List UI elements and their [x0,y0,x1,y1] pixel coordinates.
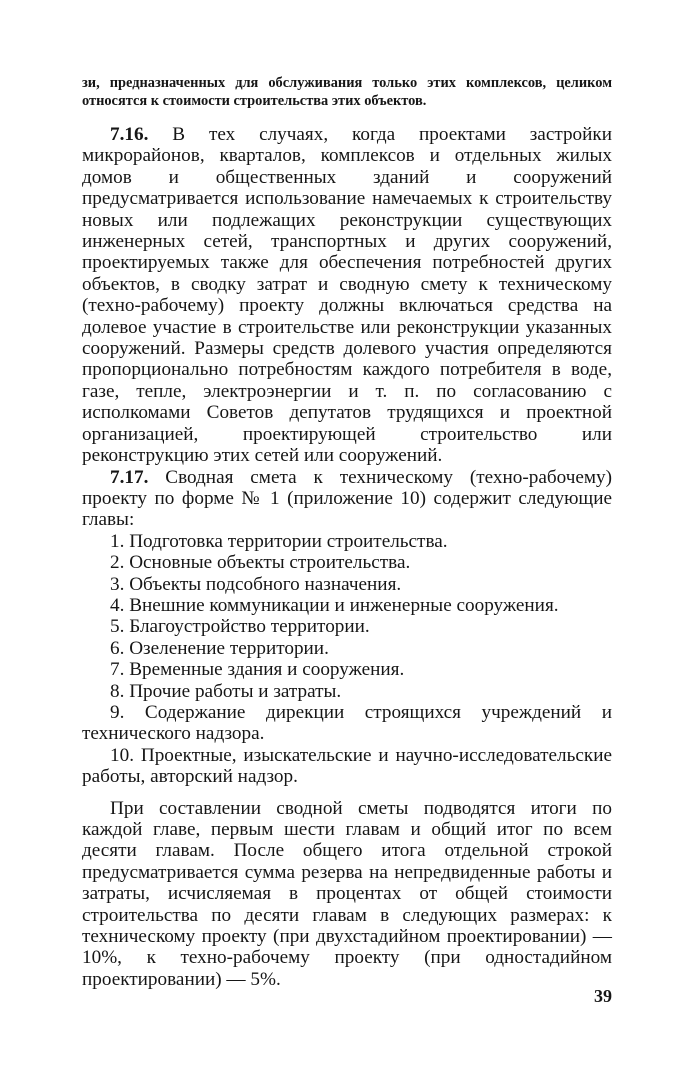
summary-paragraph: При составлении сводной сметы подводятся итоги по каждой главе, первым шести главам и общий итог по всем десяти главам. После общего итога отдельной строкой предусматривается сумма резерва на непредвиденные работы и затраты, исчисляемая в процентах от общей стоимости строительства по десяти главам в следующих размерах: к техническому проекту (при двухстадийном проектировании) — 10%, к техно-рабочему проекту (при одностадийном проектировании) — 5%. [82,797,612,990]
section-7-17 [82,467,612,531]
section-text: Сводная смета к техническому (техно-рабочему) проекту по форме № 1 (приложение 10) содержит следующие главы: [82,466,612,531]
chapter-item: 10. Проектные, изыскательские и научно-исследовательские работы, авторский надзор. [82,744,612,788]
chapter-item: 5. Благоустройство территории. [110,616,370,638]
chapter-item: 1. Подготовка территории строительства. [110,530,448,552]
section-number: 7.17. [110,466,149,488]
chapter-item: 9. Содержание дирекции строящихся учреждений и технического надзора. [82,701,612,745]
section-number: 7.16. [110,124,149,145]
chapter-item: 6. Озеленение территории. [110,637,329,659]
chapter-item: 4. Внешние коммуникации и инженерные сооружения. [110,594,559,616]
chapter-item: 7. Временные здания и сооружения. [110,659,405,681]
intro-paragraph: зи, предназначенных для обслуживания только этих комплексов, целиком относятся к стоимости строительства этих объектов. [82,75,612,109]
chapter-item: 8. Прочие работы и затраты. [110,680,342,702]
main-text [82,124,612,990]
chapter-item: 3. Объекты подсобного назначения. [110,573,402,595]
page-number: 39 [594,986,612,1006]
section-text: В тех случаях, когда проектами застройки микрорайонов, кварталов, комплексов и отдельных жилых домов и общественных зданий и сооружений предусматривается использование намечаемых к строительству новых или подлежащих реконструкции существующих инженерных сетей, транспортных и других сооружений, проектируемых также для обеспечения потребностей других объектов, в сводку затрат и сводную смету к техническому (техно-рабочему) проекту должны включаться средства на долевое участие в строительстве или реконструкции указанных сооружений. Размеры средств долевого участия определяются пропорционально потребностям каждого потребителя в воде, газе, тепле, электроэнергии и т. п. по согласованию с исполкомами Советов депутатов трудящихся и проектной организацией, проектирующей строительство или реконструкцию этих сетей или сооружений. [82,124,613,467]
chapter-item: 2. Основные объекты строительства. [110,552,411,574]
section-7-16 [82,124,612,467]
